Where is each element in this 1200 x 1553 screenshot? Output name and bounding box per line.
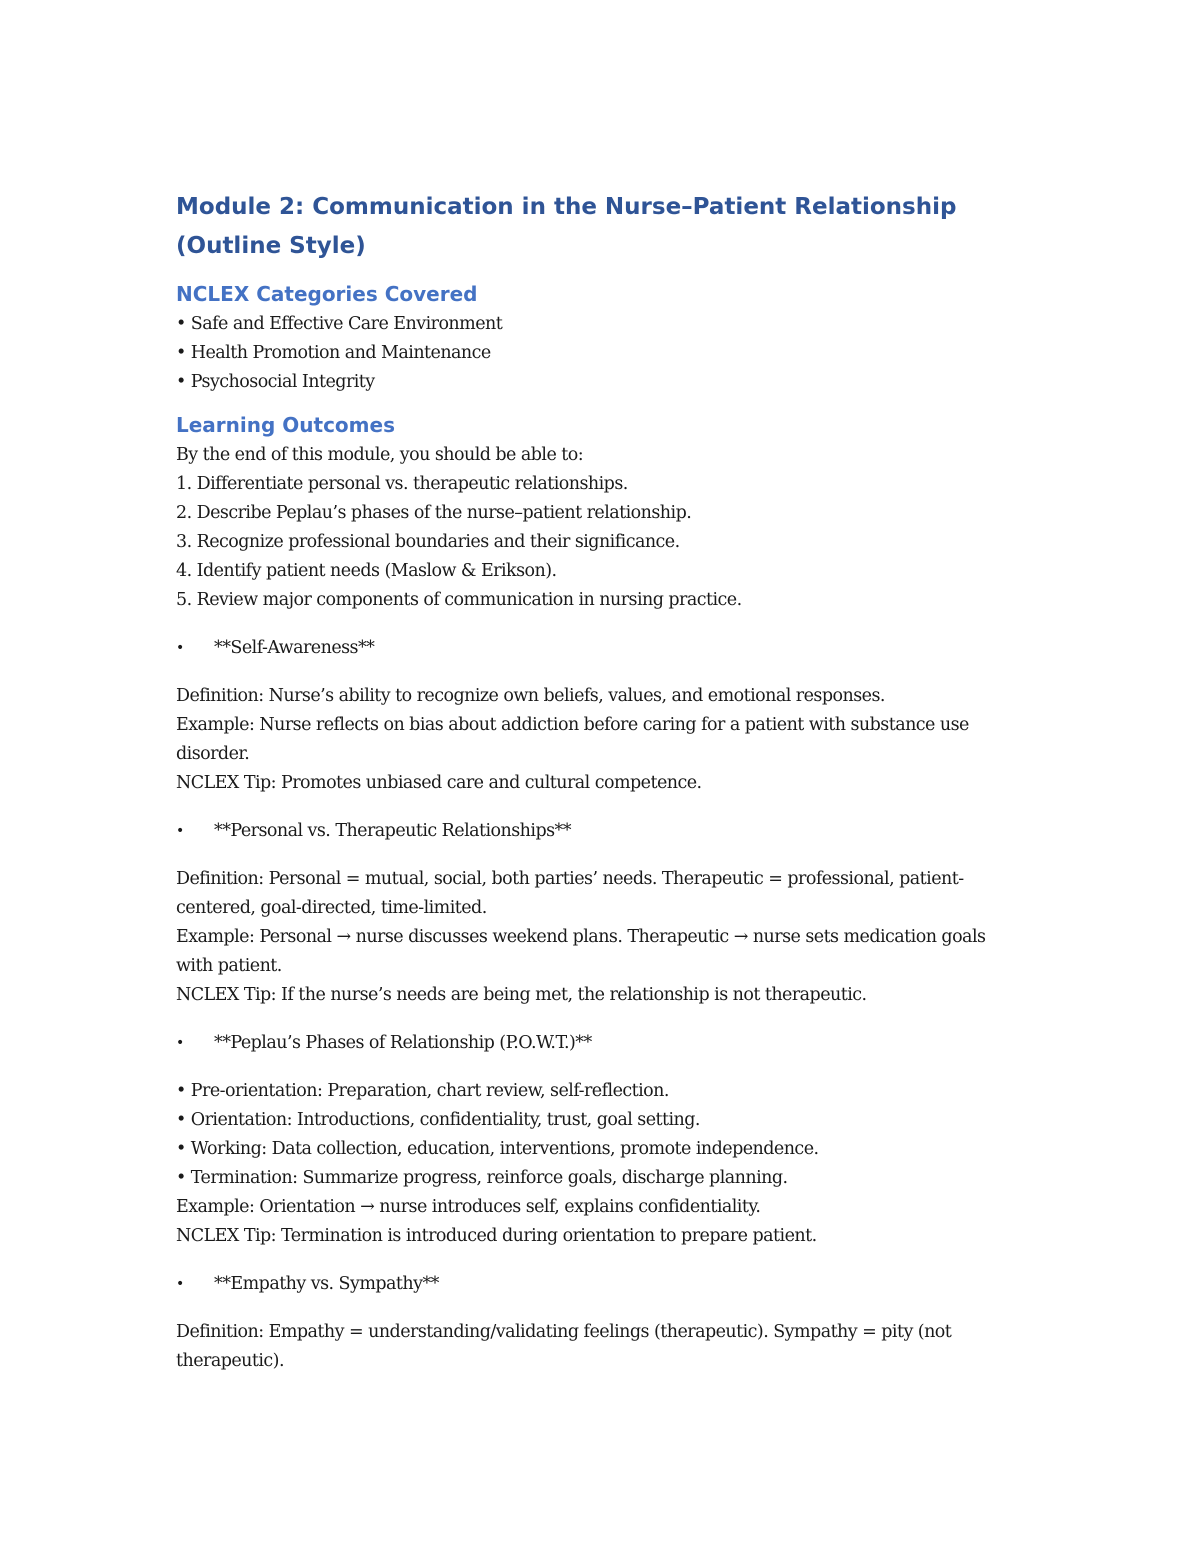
bullet-icon: • (176, 823, 184, 839)
learning-outcome-item: 2. Describe Peplau’s phases of the nurse–patient relationship. (176, 503, 692, 523)
document-page (176, 188, 1026, 1376)
peplau-tip: NCLEX Tip: Termination is introduced during orientation to prepare patient. (176, 1226, 817, 1246)
self-awareness-example: Example: Nurse reflects on bias about addiction before caring for a patient with substance use disorder. (176, 715, 969, 764)
learning-outcomes-intro: By the end of this module, you should be able to: (176, 445, 584, 465)
self-awareness-definition: Definition: Nurse’s ability to recognize own beliefs, values, and emotional responses. (176, 686, 885, 706)
peplau-bullet (176, 1029, 1026, 1058)
nclex-categories-heading: NCLEX Categories Covered (176, 282, 478, 306)
page-title: Module 2: Communication in the Nurse–Patient Relationship (Outline Style) (176, 194, 957, 259)
peplau-phase-item: • Working: Data collection, education, interventions, promote independence. (176, 1139, 819, 1159)
peplau-example: Example: Orientation → nurse introduces self, explains confidentiality. (176, 1197, 761, 1217)
peplau-phase-item: • Orientation: Introductions, confidentiality, trust, goal setting. (176, 1110, 700, 1130)
self-awareness-heading: **Self-Awareness** (214, 638, 375, 658)
learning-outcome-item: 1. Differentiate personal vs. therapeutic relationships. (176, 474, 628, 494)
bullet-icon: • (176, 1276, 184, 1292)
personal-vs-therapeutic-bullet (176, 817, 1026, 846)
personal-vs-therapeutic-tip: NCLEX Tip: If the nurse’s needs are being met, the relationship is not therapeutic. (176, 985, 867, 1005)
personal-vs-therapeutic-heading: **Personal vs. Therapeutic Relationships** (214, 821, 571, 841)
empathy-heading: **Empathy vs. Sympathy** (214, 1274, 439, 1294)
self-awareness-bullet (176, 634, 1026, 663)
learning-outcomes-heading: Learning Outcomes (176, 413, 395, 437)
nclex-category-item: • Psychosocial Integrity (176, 372, 375, 392)
peplau-phase-item: • Pre-orientation: Preparation, chart review, self-reflection. (176, 1081, 669, 1101)
bullet-icon: • (176, 1035, 184, 1051)
peplau-heading: **Peplau’s Phases of Relationship (P.O.W.T.)** (214, 1033, 592, 1053)
learning-outcome-item: 3. Recognize professional boundaries and their significance. (176, 532, 680, 552)
empathy-bullet (176, 1270, 1026, 1299)
empathy-definition: Definition: Empathy = understanding/validating feelings (therapeutic). Sympathy = pity (not therapeutic). (176, 1322, 952, 1371)
nclex-category-item: • Safe and Effective Care Environment (176, 314, 503, 334)
learning-outcome-item: 4. Identify patient needs (Maslow & Erikson). (176, 561, 557, 581)
personal-vs-therapeutic-definition: Definition: Personal = mutual, social, both parties’ needs. Therapeutic = professional, patient-centered, goal-directed, time-limited. (176, 869, 964, 918)
personal-vs-therapeutic-example: Example: Personal → nurse discusses weekend plans. Therapeutic → nurse sets medication goals with patient. (176, 927, 986, 976)
learning-outcome-item: 5. Review major components of communication in nursing practice. (176, 590, 742, 610)
peplau-phase-item: • Termination: Summarize progress, reinforce goals, discharge planning. (176, 1168, 788, 1188)
self-awareness-tip: NCLEX Tip: Promotes unbiased care and cultural competence. (176, 773, 702, 793)
nclex-category-item: • Health Promotion and Maintenance (176, 343, 491, 363)
bullet-icon: • (176, 640, 184, 656)
